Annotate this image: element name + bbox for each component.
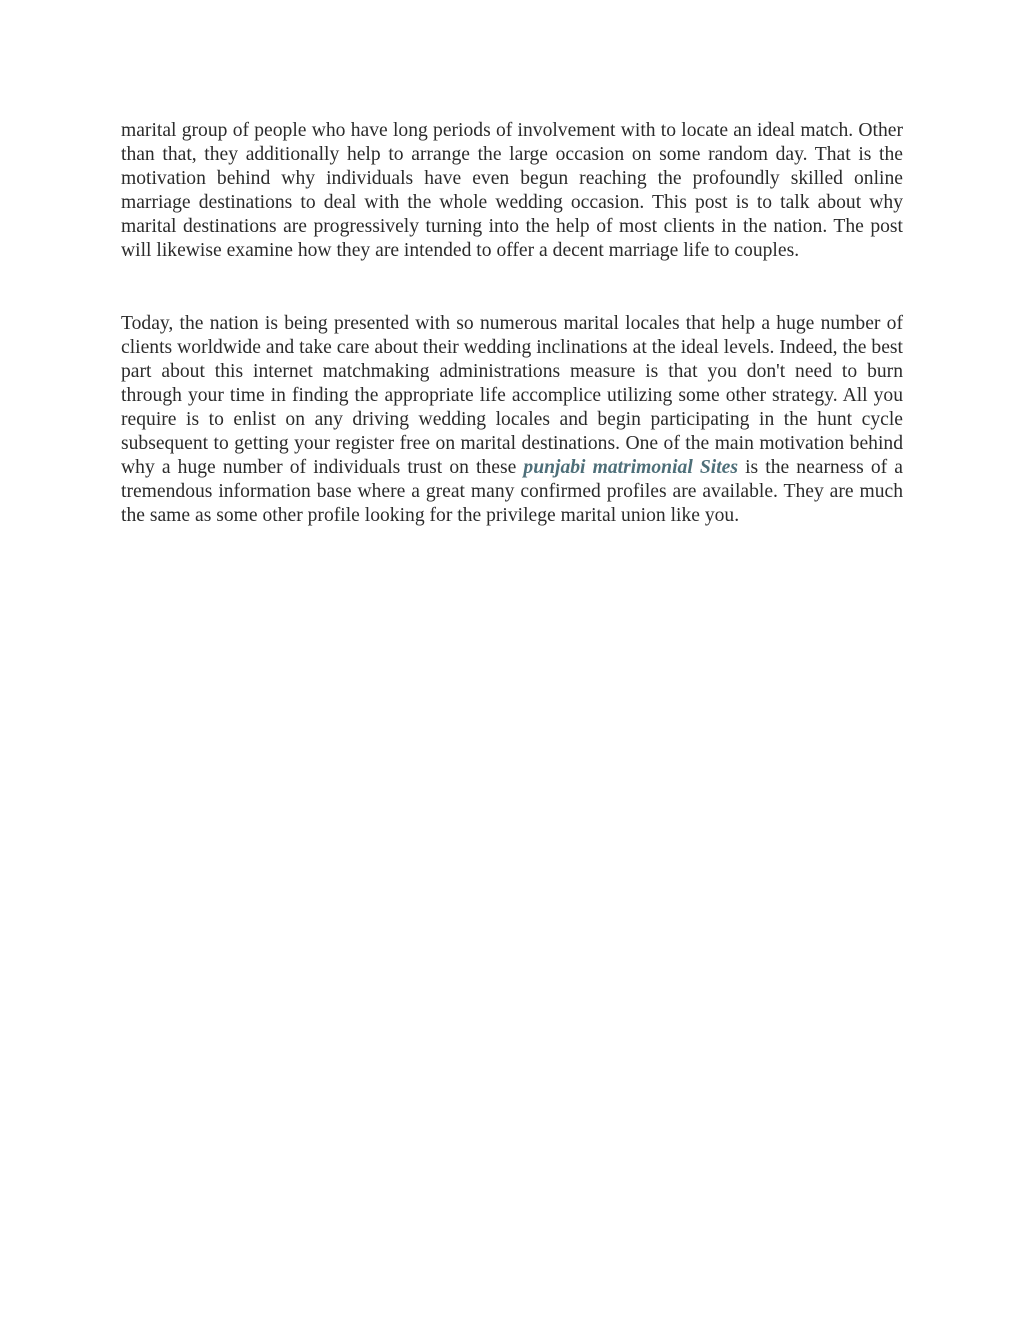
paragraph-2 (121, 312, 903, 529)
paragraph-2-text-before-link: Today, the nation is being presented with so numerous marital locales that help a huge number of clients worldwide and take care about their wedding inclinations at the ideal levels. Indeed, the best part about this internet matchmaking administrations measure is that you don't need to burn through your time in finding the appropriate life accomplice utilizing some other strategy. All you require is to enlist on any driving wedding locales and begin participating in the hunt cycle subsequent to getting your register free on marital destinations. One of the main motivation behind why a huge number of individuals trust on these (121, 312, 903, 479)
paragraph-2-text-after-link: is the nearness of a tremendous information base where a great many confirmed profiles are available. They are much the same as some other profile looking for the privilege marital union like you. (121, 457, 903, 527)
punjabi-matrimonial-sites-link[interactable]: punjabi matrimonial Sites (523, 457, 738, 479)
paragraph-1: marital group of people who have long periods of involvement with to locate an ideal match. Other than that, they additionally help to arrange the large occasion on some random day. That is the motivation behind why individuals have even begun reaching the profoundly skilled online marriage destinations to deal with the whole wedding occasion. This post is to talk about why marital destinations are progressively turning into the help of most clients in the nation. The post will likewise examine how they are intended to offer a decent marriage life to couples. (121, 120, 903, 262)
document-body (121, 119, 903, 528)
